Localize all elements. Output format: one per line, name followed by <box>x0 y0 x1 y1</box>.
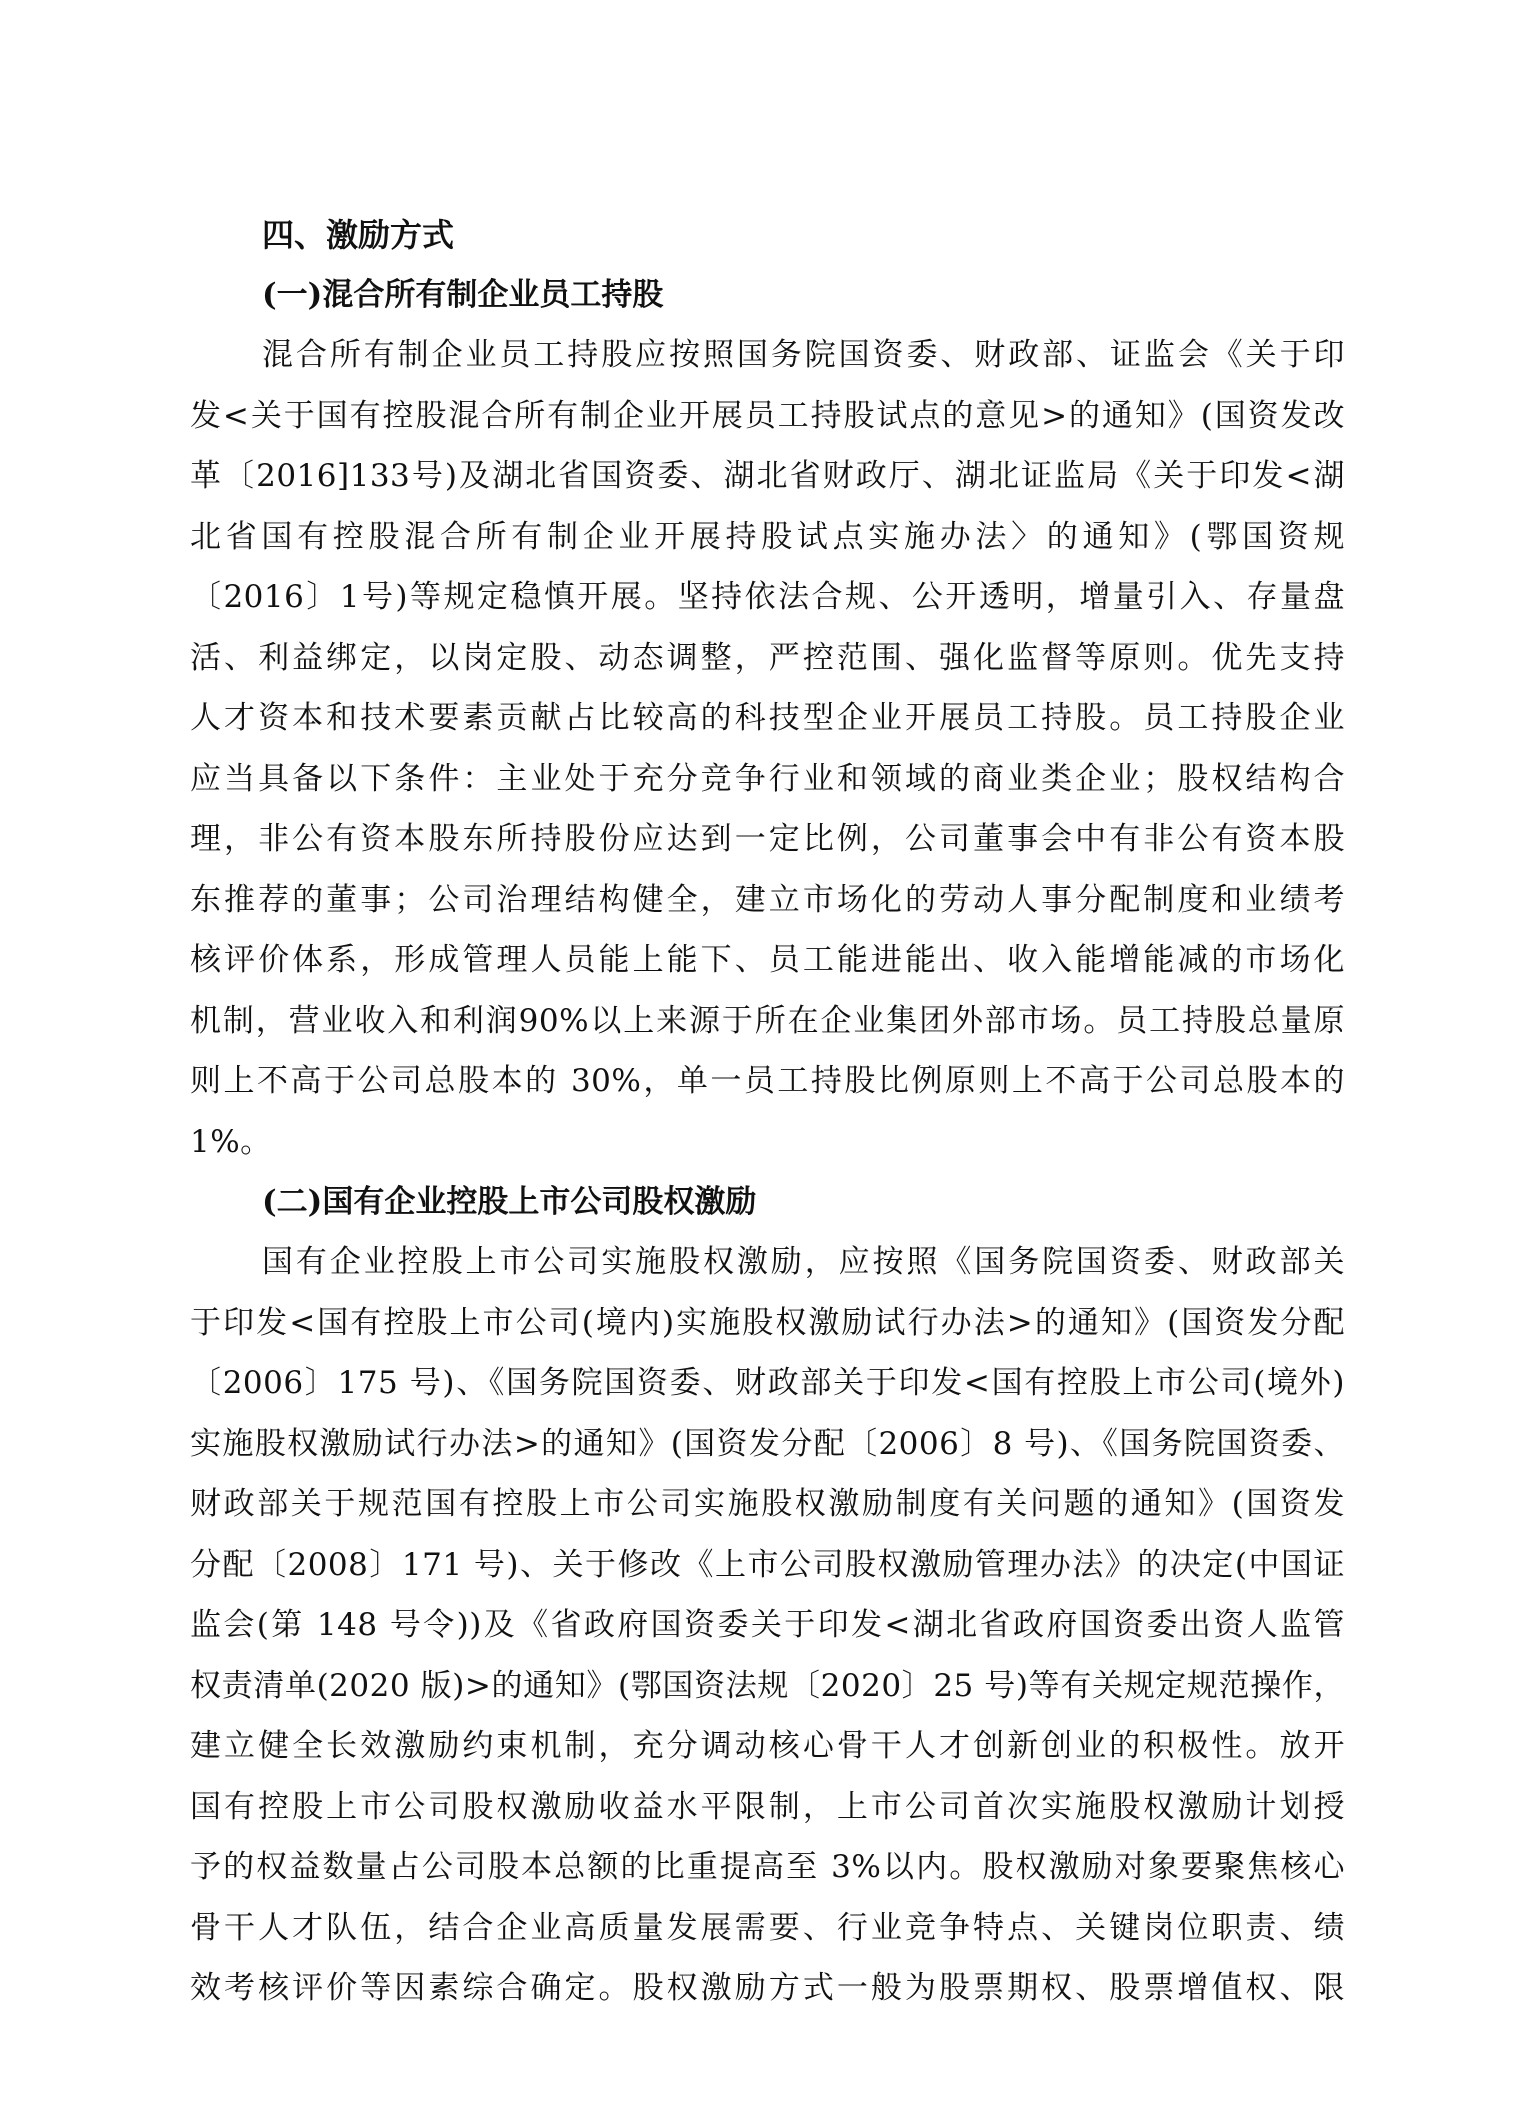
part2-paragraph <box>190 1232 1345 2019</box>
part1-heading: (一)混合所有制企业员工持股 <box>262 277 664 313</box>
section-heading: 四、激励方式 <box>262 216 455 254</box>
paragraph-line: 分配〔2008〕171 号)、关于修改《上市公司股权激励管理办法》的决定(中国证 <box>190 1546 1345 1583</box>
paragraph-line: 则上不高于公司总股本的 30%，单一员工持股比例原则上不高于公司总股本的 <box>190 1063 1345 1099</box>
paragraph-line: 效考核评价等因素综合确定。股权激励方式一般为股票期权、股票增值权、限 <box>190 1970 1345 2006</box>
paragraph-line: 国有控股上市公司股权激励收益水平限制，上市公司首次实施股权激励计划授 <box>190 1788 1345 1825</box>
paragraph-line: 实施股权激励试行办法>的通知》(国资发分配〔2006〕8 号)、《国务院国资委、 <box>190 1425 1345 1462</box>
paragraph-line: 理，非公有资本股东所持股份应达到一定比例，公司董事会中有非公有资本股 <box>190 821 1345 857</box>
paragraph-line: 建立健全长效激励约束机制，充分调动核心骨干人才创新创业的积极性。放开 <box>190 1728 1345 1764</box>
paragraph-line: 混合所有制企业员工持股应按照国务院国资委、财政部、证监会《关于印 <box>262 337 1345 373</box>
paragraph-line: 1%。 <box>190 1123 272 1160</box>
paragraph-line: 革〔2016]133号)及湖北省国资委、湖北省财政厅、湖北证监局《关于印发<湖 <box>190 458 1345 494</box>
paragraph-line: 〔2016〕1号)等规定稳慎开展。坚持依法合规、公开透明，增量引入、存量盘 <box>190 579 1345 615</box>
paragraph-line: 发<关于国有控股混合所有制企业开展员工持股试点的意见>的通知》(国资发改 <box>190 397 1345 434</box>
part1-paragraph <box>190 325 1345 1172</box>
paragraph-line: 国有企业控股上市公司实施股权激励，应按照《国务院国资委、财政部关 <box>262 1244 1345 1280</box>
paragraph-line: 骨干人才队伍，结合企业高质量发展需要、行业竞争特点、关键岗位职责、绩 <box>190 1909 1345 1946</box>
paragraph-line: 予的权益数量占公司股本总额的比重提高至 3%以内。股权激励对象要聚焦核心 <box>190 1849 1345 1885</box>
paragraph-line: 财政部关于规范国有控股上市公司实施股权激励制度有关问题的通知》(国资发 <box>190 1486 1345 1522</box>
paragraph-line: 核评价体系，形成管理人员能上能下、员工能进能出、收入能增能减的市场化 <box>190 942 1345 978</box>
part2-heading: (二)国有企业控股上市公司股权激励 <box>262 1184 757 1220</box>
paragraph-line: 〔2006〕175 号)、《国务院国资委、财政部关于印发<国有控股上市公司(境外) <box>190 1365 1345 1401</box>
paragraph-line: 应当具备以下条件：主业处于充分竞争行业和领域的商业类企业；股权结构合 <box>190 760 1345 797</box>
paragraph-line: 权责清单(2020 版)>的通知》(鄂国资法规〔2020〕25 号)等有关规定规范操作， <box>190 1667 1345 1704</box>
paragraph-line: 活、利益绑定，以岗定股、动态调整，严控范围、强化监督等原则。优先支持 <box>190 639 1345 676</box>
paragraph-line: 监会(第 148 号令))及《省政府国资委关于印发<湖北省政府国资委出资人监管 <box>190 1607 1345 1643</box>
paragraph-line: 于印发<国有控股上市公司(境内)实施股权激励试行办法>的通知》(国资发分配 <box>190 1304 1345 1341</box>
paragraph-line: 机制，营业收入和利润90%以上来源于所在企业集团外部市场。员工持股总量原 <box>190 1002 1345 1039</box>
paragraph-line: 北省国有控股混合所有制企业开展持股试点实施办法〉的通知》(鄂国资规 <box>190 518 1345 555</box>
document-body <box>190 205 1345 2019</box>
paragraph-line: 东推荐的董事；公司治理结构健全，建立市场化的劳动人事分配制度和业绩考 <box>190 881 1345 918</box>
paragraph-line: 人才资本和技术要素贡献占比较高的科技型企业开展员工持股。员工持股企业 <box>190 700 1345 736</box>
